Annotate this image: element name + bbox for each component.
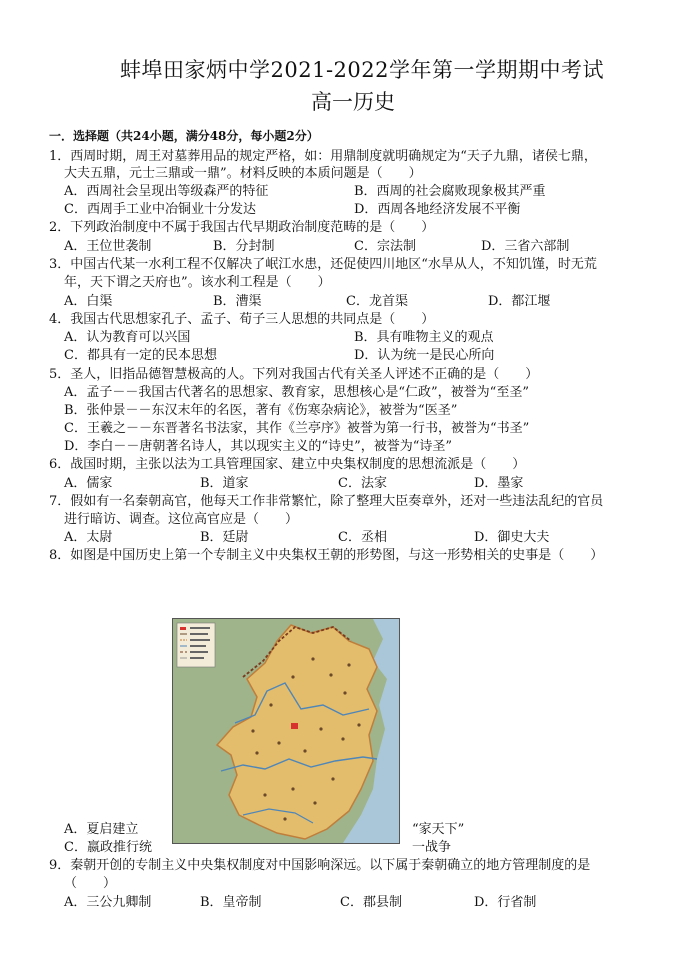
question-5-option-b[interactable]: B．张仲景－－东汉末年的名医，著有《伤寒杂病论》，被誉为“医圣”: [64, 403, 458, 418]
question-5-option-a[interactable]: A．孟子－－我国古代著名的思想家、教育家，思想核心是“仁政”，被誉为“至圣”: [64, 385, 529, 400]
question-9-stem-line1: 9．秦朝开创的专制主义中央集权制度对中国影响深远。以下属于秦朝确立的地方管理制度的是: [49, 858, 591, 873]
question-3-option-d[interactable]: D．都江堰: [488, 294, 551, 309]
question-8-option-c[interactable]: C．嬴政推行统: [64, 840, 152, 855]
question-3-option-a[interactable]: A．白渠: [64, 294, 113, 309]
question-7-stem-line1: 7．假如有一名秦朝高官，他每天工作非常繁忙，除了整理大臣奏章外，还对一些违法乱纪的官员: [49, 494, 604, 509]
question-7-option-a[interactable]: A．太尉: [64, 530, 113, 545]
question-4-option-b[interactable]: B．具有唯物主义的观点: [354, 330, 494, 345]
question-3-stem-line1: 3．中国古代某一水利工程不仅解决了岷江水患，还促使四川地区“水旱从人，不知饥馑，时无荒: [49, 257, 597, 272]
question-7-option-c[interactable]: C．丞相: [338, 530, 387, 545]
question-6-option-a[interactable]: A．儒家: [64, 476, 113, 491]
question-4-option-a[interactable]: A．认为教育可以兴国: [64, 330, 191, 345]
question-7-stem-line2: 进行暗访、调查。这位高官应是（ ）: [64, 512, 299, 527]
question-8-stem: 8．如图是中国历史上第一个专制主义中央集权王朝的形势图，与这一形势相关的史事是（ ）: [49, 548, 604, 563]
question-8-option-a-continued: “家天下”: [412, 822, 465, 837]
question-1-option-b[interactable]: B．西周的社会腐败现象极其严重: [354, 184, 546, 199]
question-5-option-c[interactable]: C．王羲之－－东晋著名书法家，其作《兰亭序》被誉为第一行书，被誉为“书圣”: [64, 421, 530, 436]
question-6-option-c[interactable]: C．法家: [338, 476, 387, 491]
question-5-option-d[interactable]: D．李白－－唐朝著名诗人，其以现实主义的“诗史”，被誉为“诗圣”: [64, 439, 453, 454]
question-2-stem: 2．下列政治制度中不属于我国古代早期政治制度范畴的是（ ）: [49, 220, 435, 235]
question-1-option-d[interactable]: D．西周各地经济发展不平衡: [354, 202, 521, 217]
map-legend: [177, 623, 215, 667]
capital-xianyang: [291, 723, 298, 729]
question-1-option-c[interactable]: C．西周手工业中冶铜业十分发达: [64, 202, 256, 217]
question-9-option-c[interactable]: C．郡县制: [340, 895, 402, 910]
question-8-option-a[interactable]: A．夏启建立: [64, 822, 139, 837]
question-1-stem-line1: 1．西周时期，周王对墓葬用品的规定严格，如：用鼎制度就明确规定为“天子九鼎，诸侯七鼎，: [49, 149, 597, 164]
question-2-option-b[interactable]: B．分封制: [213, 239, 275, 254]
question-3-option-b[interactable]: B．漕渠: [213, 294, 262, 309]
question-1-option-a[interactable]: A．西周社会呈现出等级森严的特征: [64, 184, 269, 199]
question-6-stem: 6．战国时期，主张以法为工具管理国家、建立中央集权制度的思想流派是（ ）: [49, 457, 526, 472]
question-4-option-d[interactable]: D．认为统一是民心所向: [354, 348, 495, 363]
question-1-stem-line2: 大夫五鼎，元士三鼎或一鼎”。材料反映的本质问题是（ ）: [64, 166, 422, 181]
question-2-option-c[interactable]: C．宗法制: [354, 239, 416, 254]
question-9-option-b[interactable]: B．皇帝制: [200, 895, 262, 910]
question-3-option-c[interactable]: C．龙首渠: [346, 294, 408, 309]
question-9-stem-line2: （ ）: [64, 876, 117, 891]
question-8-option-c-continued: 一战争: [412, 840, 452, 855]
question-7-option-b[interactable]: B．廷尉: [200, 530, 249, 545]
question-5-stem: 5．圣人，旧指品德智慧极高的人。下列对我国古代有关圣人评述不正确的是（ ）: [49, 367, 539, 382]
question-9-option-a[interactable]: A．三公九卿制: [64, 895, 152, 910]
question-4-stem: 4．我国古代思想家孔子、孟子、荀子三人思想的共同点是（ ）: [49, 312, 435, 327]
question-7-option-d[interactable]: D．御史大夫: [474, 530, 550, 545]
qin-dynasty-map: [172, 618, 400, 844]
section-heading: 一．选择题（共24小题，满分48分，每小题2分）: [49, 129, 319, 143]
exam-subtitle: 高一历史: [311, 90, 395, 114]
question-9-option-d[interactable]: D．行省制: [474, 895, 537, 910]
question-2-option-a[interactable]: A．王位世袭制: [64, 239, 152, 254]
question-2-option-d[interactable]: D．三省六部制: [481, 239, 570, 254]
question-4-option-c[interactable]: C．都具有一定的民本思想: [64, 348, 217, 363]
question-3-stem-line2: 年，天下谓之天府也”。该水利工程是（ ）: [64, 275, 331, 290]
question-6-option-b[interactable]: B．道家: [200, 476, 249, 491]
question-6-option-d[interactable]: D．墨家: [474, 476, 524, 491]
exam-title: 蚌埠田家炳中学2021-2022学年第一学期期中考试: [120, 58, 604, 82]
